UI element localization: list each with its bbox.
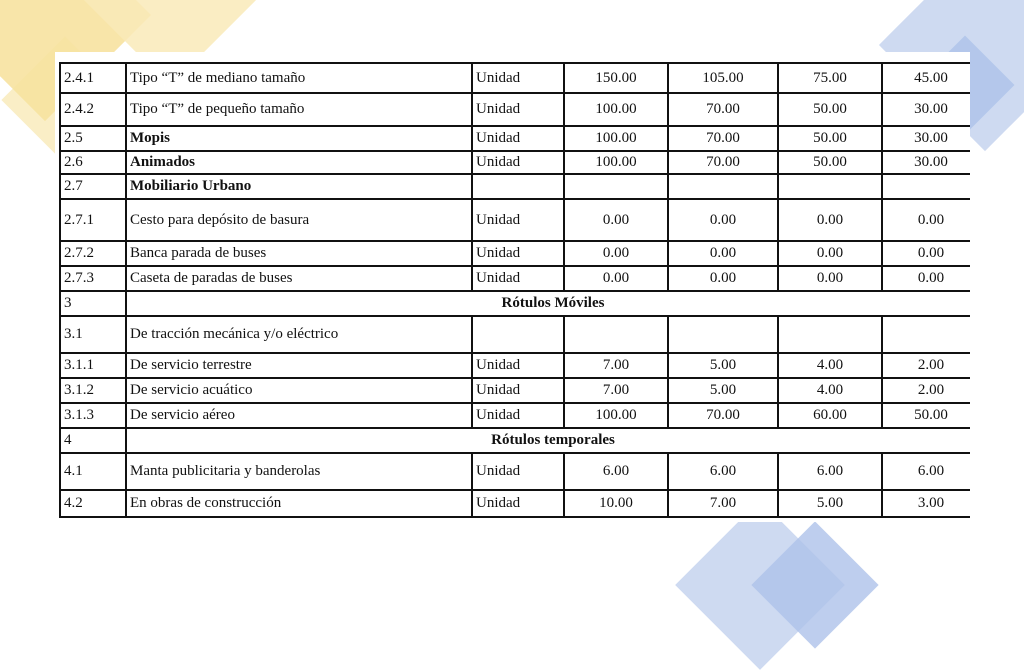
item-description: Tipo “T” de mediano tamaño (126, 63, 472, 93)
table-row (60, 403, 970, 428)
item-description: Caseta de paradas de buses (126, 266, 472, 291)
value-col-3: 50.00 (778, 93, 882, 126)
table-row (60, 93, 970, 126)
item-unit: Unidad (472, 151, 564, 174)
item-code: 4.1 (60, 453, 126, 490)
value-col-2: 6.00 (668, 453, 778, 490)
document-scan (55, 52, 970, 522)
item-description: Mobiliario Urbano (126, 174, 472, 199)
item-code: 3.1.2 (60, 378, 126, 403)
value-col-2: 70.00 (668, 126, 778, 151)
value-col-1: 100.00 (564, 126, 668, 151)
item-unit: Unidad (472, 241, 564, 266)
value-col-3: 4.00 (778, 353, 882, 378)
value-col-3: 75.00 (778, 63, 882, 93)
item-description: Animados (126, 151, 472, 174)
value-col-2: 0.00 (668, 199, 778, 241)
item-code: 3.1.1 (60, 353, 126, 378)
empty-cell (668, 316, 778, 353)
value-col-3: 0.00 (778, 266, 882, 291)
item-unit: Unidad (472, 63, 564, 93)
item-code: 2.6 (60, 151, 126, 174)
table-row (60, 490, 970, 517)
table-row (60, 199, 970, 241)
item-unit: Unidad (472, 126, 564, 151)
value-col-4: 0.00 (882, 241, 970, 266)
empty-cell (882, 174, 970, 199)
section-code: 3 (60, 291, 126, 316)
value-col-4: 50.00 (882, 403, 970, 428)
value-col-2: 7.00 (668, 490, 778, 517)
item-description: De servicio aéreo (126, 403, 472, 428)
value-col-3: 6.00 (778, 453, 882, 490)
item-unit: Unidad (472, 378, 564, 403)
value-col-1: 100.00 (564, 93, 668, 126)
value-col-2: 105.00 (668, 63, 778, 93)
value-col-2: 70.00 (668, 93, 778, 126)
value-col-3: 0.00 (778, 199, 882, 241)
item-unit: Unidad (472, 403, 564, 428)
section-code: 4 (60, 428, 126, 453)
value-col-1: 150.00 (564, 63, 668, 93)
value-col-1: 10.00 (564, 490, 668, 517)
item-unit: Unidad (472, 490, 564, 517)
item-description: De servicio terrestre (126, 353, 472, 378)
value-col-2: 0.00 (668, 241, 778, 266)
item-code: 4.2 (60, 490, 126, 517)
item-description: De servicio acuático (126, 378, 472, 403)
table-row (60, 151, 970, 174)
value-col-3: 5.00 (778, 490, 882, 517)
value-col-4: 2.00 (882, 378, 970, 403)
value-col-3: 60.00 (778, 403, 882, 428)
item-unit: Unidad (472, 199, 564, 241)
section-row (60, 428, 970, 453)
empty-cell (882, 316, 970, 353)
value-col-3: 50.00 (778, 126, 882, 151)
item-description: Banca parada de buses (126, 241, 472, 266)
item-unit: Unidad (472, 266, 564, 291)
value-col-4: 0.00 (882, 266, 970, 291)
value-col-1: 100.00 (564, 151, 668, 174)
item-code: 2.5 (60, 126, 126, 151)
empty-cell (472, 174, 564, 199)
item-unit: Unidad (472, 353, 564, 378)
table-row (60, 266, 970, 291)
item-code: 2.7.1 (60, 199, 126, 241)
empty-cell (668, 174, 778, 199)
value-col-4: 2.00 (882, 353, 970, 378)
table-row (60, 126, 970, 151)
item-code: 2.7 (60, 174, 126, 199)
value-col-1: 7.00 (564, 353, 668, 378)
fee-table (59, 62, 970, 518)
empty-cell (778, 316, 882, 353)
table-row (60, 63, 970, 93)
table-row (60, 241, 970, 266)
value-col-4: 6.00 (882, 453, 970, 490)
table-row (60, 174, 970, 199)
item-description: Mopis (126, 126, 472, 151)
value-col-4: 0.00 (882, 199, 970, 241)
empty-cell (564, 174, 668, 199)
section-title: Rótulos Móviles (126, 291, 970, 316)
value-col-1: 100.00 (564, 403, 668, 428)
table-row (60, 353, 970, 378)
empty-cell (472, 316, 564, 353)
empty-cell (564, 316, 668, 353)
value-col-1: 0.00 (564, 241, 668, 266)
value-col-1: 0.00 (564, 266, 668, 291)
value-col-2: 5.00 (668, 353, 778, 378)
item-code: 3.1.3 (60, 403, 126, 428)
value-col-2: 0.00 (668, 266, 778, 291)
table-row (60, 378, 970, 403)
item-code: 2.4.1 (60, 63, 126, 93)
value-col-2: 5.00 (668, 378, 778, 403)
item-description: En obras de construcción (126, 490, 472, 517)
item-description: Cesto para depósito de basura (126, 199, 472, 241)
value-col-2: 70.00 (668, 403, 778, 428)
item-description: De tracción mecánica y/o eléctrico (126, 316, 472, 353)
section-title: Rótulos temporales (126, 428, 970, 453)
item-code: 2.7.3 (60, 266, 126, 291)
value-col-4: 30.00 (882, 151, 970, 174)
value-col-4: 30.00 (882, 93, 970, 126)
item-description: Manta publicitaria y banderolas (126, 453, 472, 490)
value-col-4: 45.00 (882, 63, 970, 93)
item-unit: Unidad (472, 93, 564, 126)
item-description: Tipo “T” de pequeño tamaño (126, 93, 472, 126)
item-code: 2.7.2 (60, 241, 126, 266)
value-col-1: 7.00 (564, 378, 668, 403)
value-col-1: 0.00 (564, 199, 668, 241)
value-col-2: 70.00 (668, 151, 778, 174)
empty-cell (778, 174, 882, 199)
value-col-4: 30.00 (882, 126, 970, 151)
value-col-4: 3.00 (882, 490, 970, 517)
value-col-3: 0.00 (778, 241, 882, 266)
value-col-3: 4.00 (778, 378, 882, 403)
item-code: 3.1 (60, 316, 126, 353)
value-col-1: 6.00 (564, 453, 668, 490)
table-row (60, 453, 970, 490)
section-row (60, 291, 970, 316)
item-unit: Unidad (472, 453, 564, 490)
item-code: 2.4.2 (60, 93, 126, 126)
table-row (60, 316, 970, 353)
value-col-3: 50.00 (778, 151, 882, 174)
